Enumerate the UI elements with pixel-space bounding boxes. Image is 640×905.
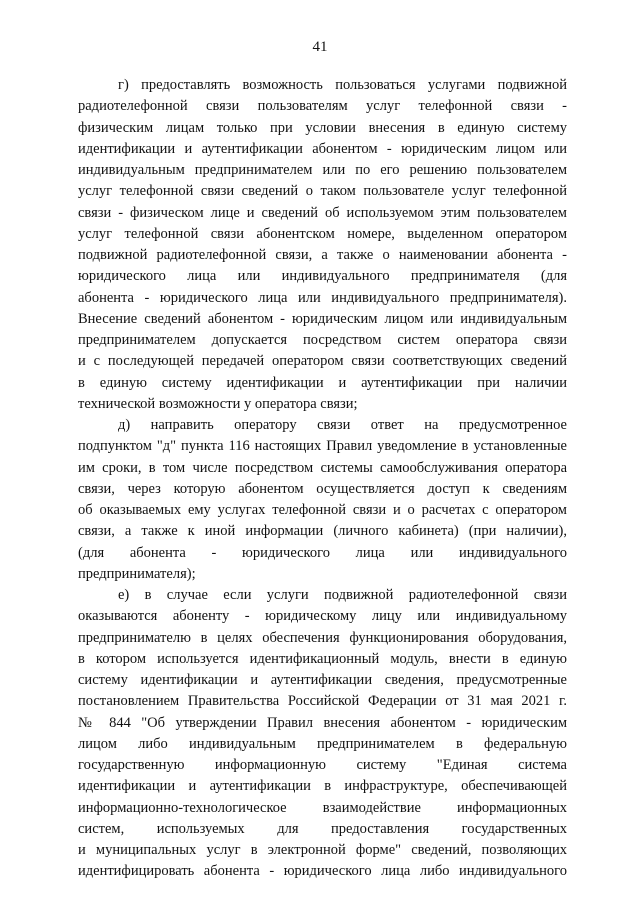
text-line: систему идентификации и аутентификации сведения, предусмотренные	[78, 672, 567, 688]
text-line: абонента - юридического лица или индивидуального предпринимателя).	[78, 289, 567, 306]
text-line: об оказываемых ему услугах телефонной связи и о расчетах с оператором	[78, 502, 567, 518]
text-line: предпринимателем допускается посредством систем оператора связи	[78, 332, 567, 348]
text-line: государственную информационную систему "Единая система	[78, 757, 567, 773]
text-line: предпринимателю в целях обеспечения функционирования оборудования,	[78, 629, 567, 646]
text-line: оказываются абоненту - юридическому лицу или индивидуальному	[78, 608, 567, 625]
text-line: связи, через которую абонентом осуществляется доступ к сведениям	[78, 480, 567, 497]
paragraph-first-line: д) направить оператору связи ответ на предусмотренное	[118, 417, 567, 433]
text-line: Внесение сведений абонентом - юридическим лицом или индивидуальным	[78, 310, 567, 327]
text-line: лицом либо индивидуальным предпринимателем в федеральную	[78, 735, 567, 752]
paragraph-first-line: е) в случае если услуги подвижной радиотелефонной связи	[118, 587, 567, 603]
text-line: в котором используется идентификационный модуль, внести в единую	[78, 650, 567, 667]
text-line: идентификации и аутентификации абонентом - юридическим лицом или	[78, 140, 567, 157]
document-body	[78, 75, 567, 883]
text-line: юридического лица или индивидуального предпринимателя (для	[78, 268, 567, 285]
text-line: подвижной радиотелефонной связи, а также о наименовании абонента -	[78, 247, 567, 263]
text-line: услуг телефонной связи абонентском номере, выделенном оператором	[78, 225, 567, 242]
text-line: услуг телефонной связи сведений о таком пользователе услуг телефонной	[78, 183, 567, 200]
text-line: им сроки, в том числе посредством системы самообслуживания оператора	[78, 459, 567, 476]
text-line: информационно-технологическое взаимодействие информационных	[78, 799, 567, 816]
text-line: идентификации и аутентификации в инфраструктуре, обеспечивающей	[78, 778, 567, 795]
text-line: систем, используемых для предоставления государственных	[78, 820, 567, 837]
page-number: 41	[312, 39, 328, 55]
text-line: индивидуальным предпринимателем или по его решению пользователем	[78, 162, 567, 178]
paragraph-first-line: г) предоставлять возможность пользоваться услугами подвижной	[118, 77, 567, 93]
text-line: технической возможности у оператора связи;	[78, 395, 358, 412]
text-line: связи - физическом лице и сведений об используемом этим пользователем	[78, 204, 567, 221]
text-line: № 844 "Об утверждении Правил внесения абонентом - юридическим	[78, 714, 567, 731]
text-line: предпринимателя);	[78, 565, 196, 582]
text-line: подпунктом "д" пункта 116 настоящих Правил уведомление в установленные	[78, 438, 567, 455]
text-line: физическим лицам только при условии внесения в единую систему	[78, 119, 567, 136]
text-line: постановлением Правительства Российской Федерации от 31 мая 2021 г.	[78, 693, 567, 710]
text-line: идентифицировать абонента - юридического лица либо индивидуального	[78, 863, 567, 880]
text-line: и с последующей передачей оператором связи соответствующих сведений	[78, 353, 567, 370]
text-line: в единую систему идентификации и аутентификации при наличии	[78, 374, 567, 391]
text-line: (для абонента - юридического лица или индивидуального	[78, 544, 567, 561]
text-line: и муниципальных услуг в электронной форме" сведений, позволяющих	[78, 842, 567, 858]
text-line: радиотелефонной связи пользователям услуг телефонной связи -	[78, 98, 567, 115]
text-line: связи, а также к иной информации (личного кабинета) (при наличии),	[78, 523, 567, 540]
